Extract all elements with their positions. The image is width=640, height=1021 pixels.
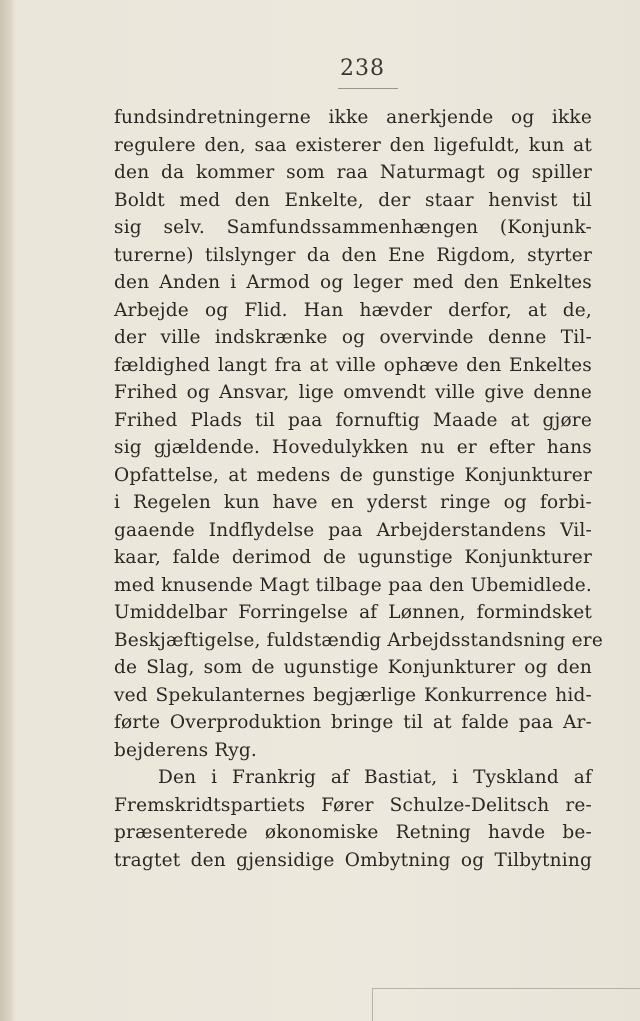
text-line: Frihed og Ansvar, lige omvendt ville give denne	[114, 382, 592, 403]
text-line: i Regelen kun have en yderst ringe og forbi-	[114, 492, 592, 513]
text-line: gaaende Indflydelse paa Arbejderstandens Vil-	[114, 519, 592, 541]
text-line: tragtet den gjensidige Ombytning og Tilbytning	[114, 849, 592, 871]
text-line: med knusende Magt tilbage paa den Ubemidlede.	[114, 574, 592, 596]
text-line: de Slag, som de ugunstige Konjunkturer og den	[114, 657, 592, 678]
text-line: den Anden i Armod og leger med den Enkeltes	[114, 272, 592, 293]
page-gutter-shadow	[0, 0, 16, 1021]
page-number-rule	[338, 88, 398, 89]
paragraph-end-line: bejderens Ryg.	[114, 739, 257, 761]
text-line: Arbejde og Flid. Han hævder derfor, at de,	[114, 299, 592, 321]
text-line: Boldt med den Enkelte, der staar henvist til	[114, 189, 592, 211]
text-line: førte Overproduktion bringe til at falde paa Ar-	[114, 712, 592, 733]
text-line: Umiddelbar Forringelse af Lønnen, formindsket	[114, 602, 592, 623]
text-line: Frihed Plads til paa fornuftig Maade at gjøre	[114, 409, 592, 431]
text-line: regulere den, saa existerer den ligefuldt, kun at	[114, 134, 592, 156]
text-line: Fremskridtspartiets Fører Schulze-Delitsch re-	[114, 794, 592, 816]
text-line: kaar, falde derimod de ugunstige Konjunkturer	[114, 547, 592, 568]
text-line: sig selv. Samfundssammenhængen (Konjunk-	[114, 217, 592, 238]
text-line: præsenterede økonomiske Retning havde be-	[114, 822, 592, 843]
text-line: der ville indskrænke og overvinde denne Til-	[114, 327, 592, 348]
paragraph-start-line: Den i Frankrig af Bastiat, i Tyskland af	[158, 767, 592, 788]
text-line: ved Spekulanternes begjærlige Konkurrence hid-	[114, 684, 592, 706]
text-line: fundsindretningerne ikke anerkjende og ikke	[114, 107, 592, 128]
scan-edge-vertical-rule	[372, 988, 373, 1021]
text-line: Beskjæftigelse, fuldstændig Arbejdsstandsning ere	[114, 629, 604, 651]
text-line: fældighed langt fra at ville ophæve den Enkeltes	[114, 354, 592, 376]
text-line: den da kommer som raa Naturmagt og spiller	[114, 162, 592, 183]
body-text	[114, 104, 604, 874]
text-line: sig gjældende. Hovedulykken nu er efter hans	[114, 437, 592, 458]
scan-edge-rule	[372, 988, 640, 989]
page-number: 238	[340, 56, 385, 81]
text-line: Opfattelse, at medens de gunstige Konjunkturer	[114, 464, 592, 486]
text-line: turerne) tilslynger da den Ene Rigdom, styrter	[114, 244, 592, 266]
